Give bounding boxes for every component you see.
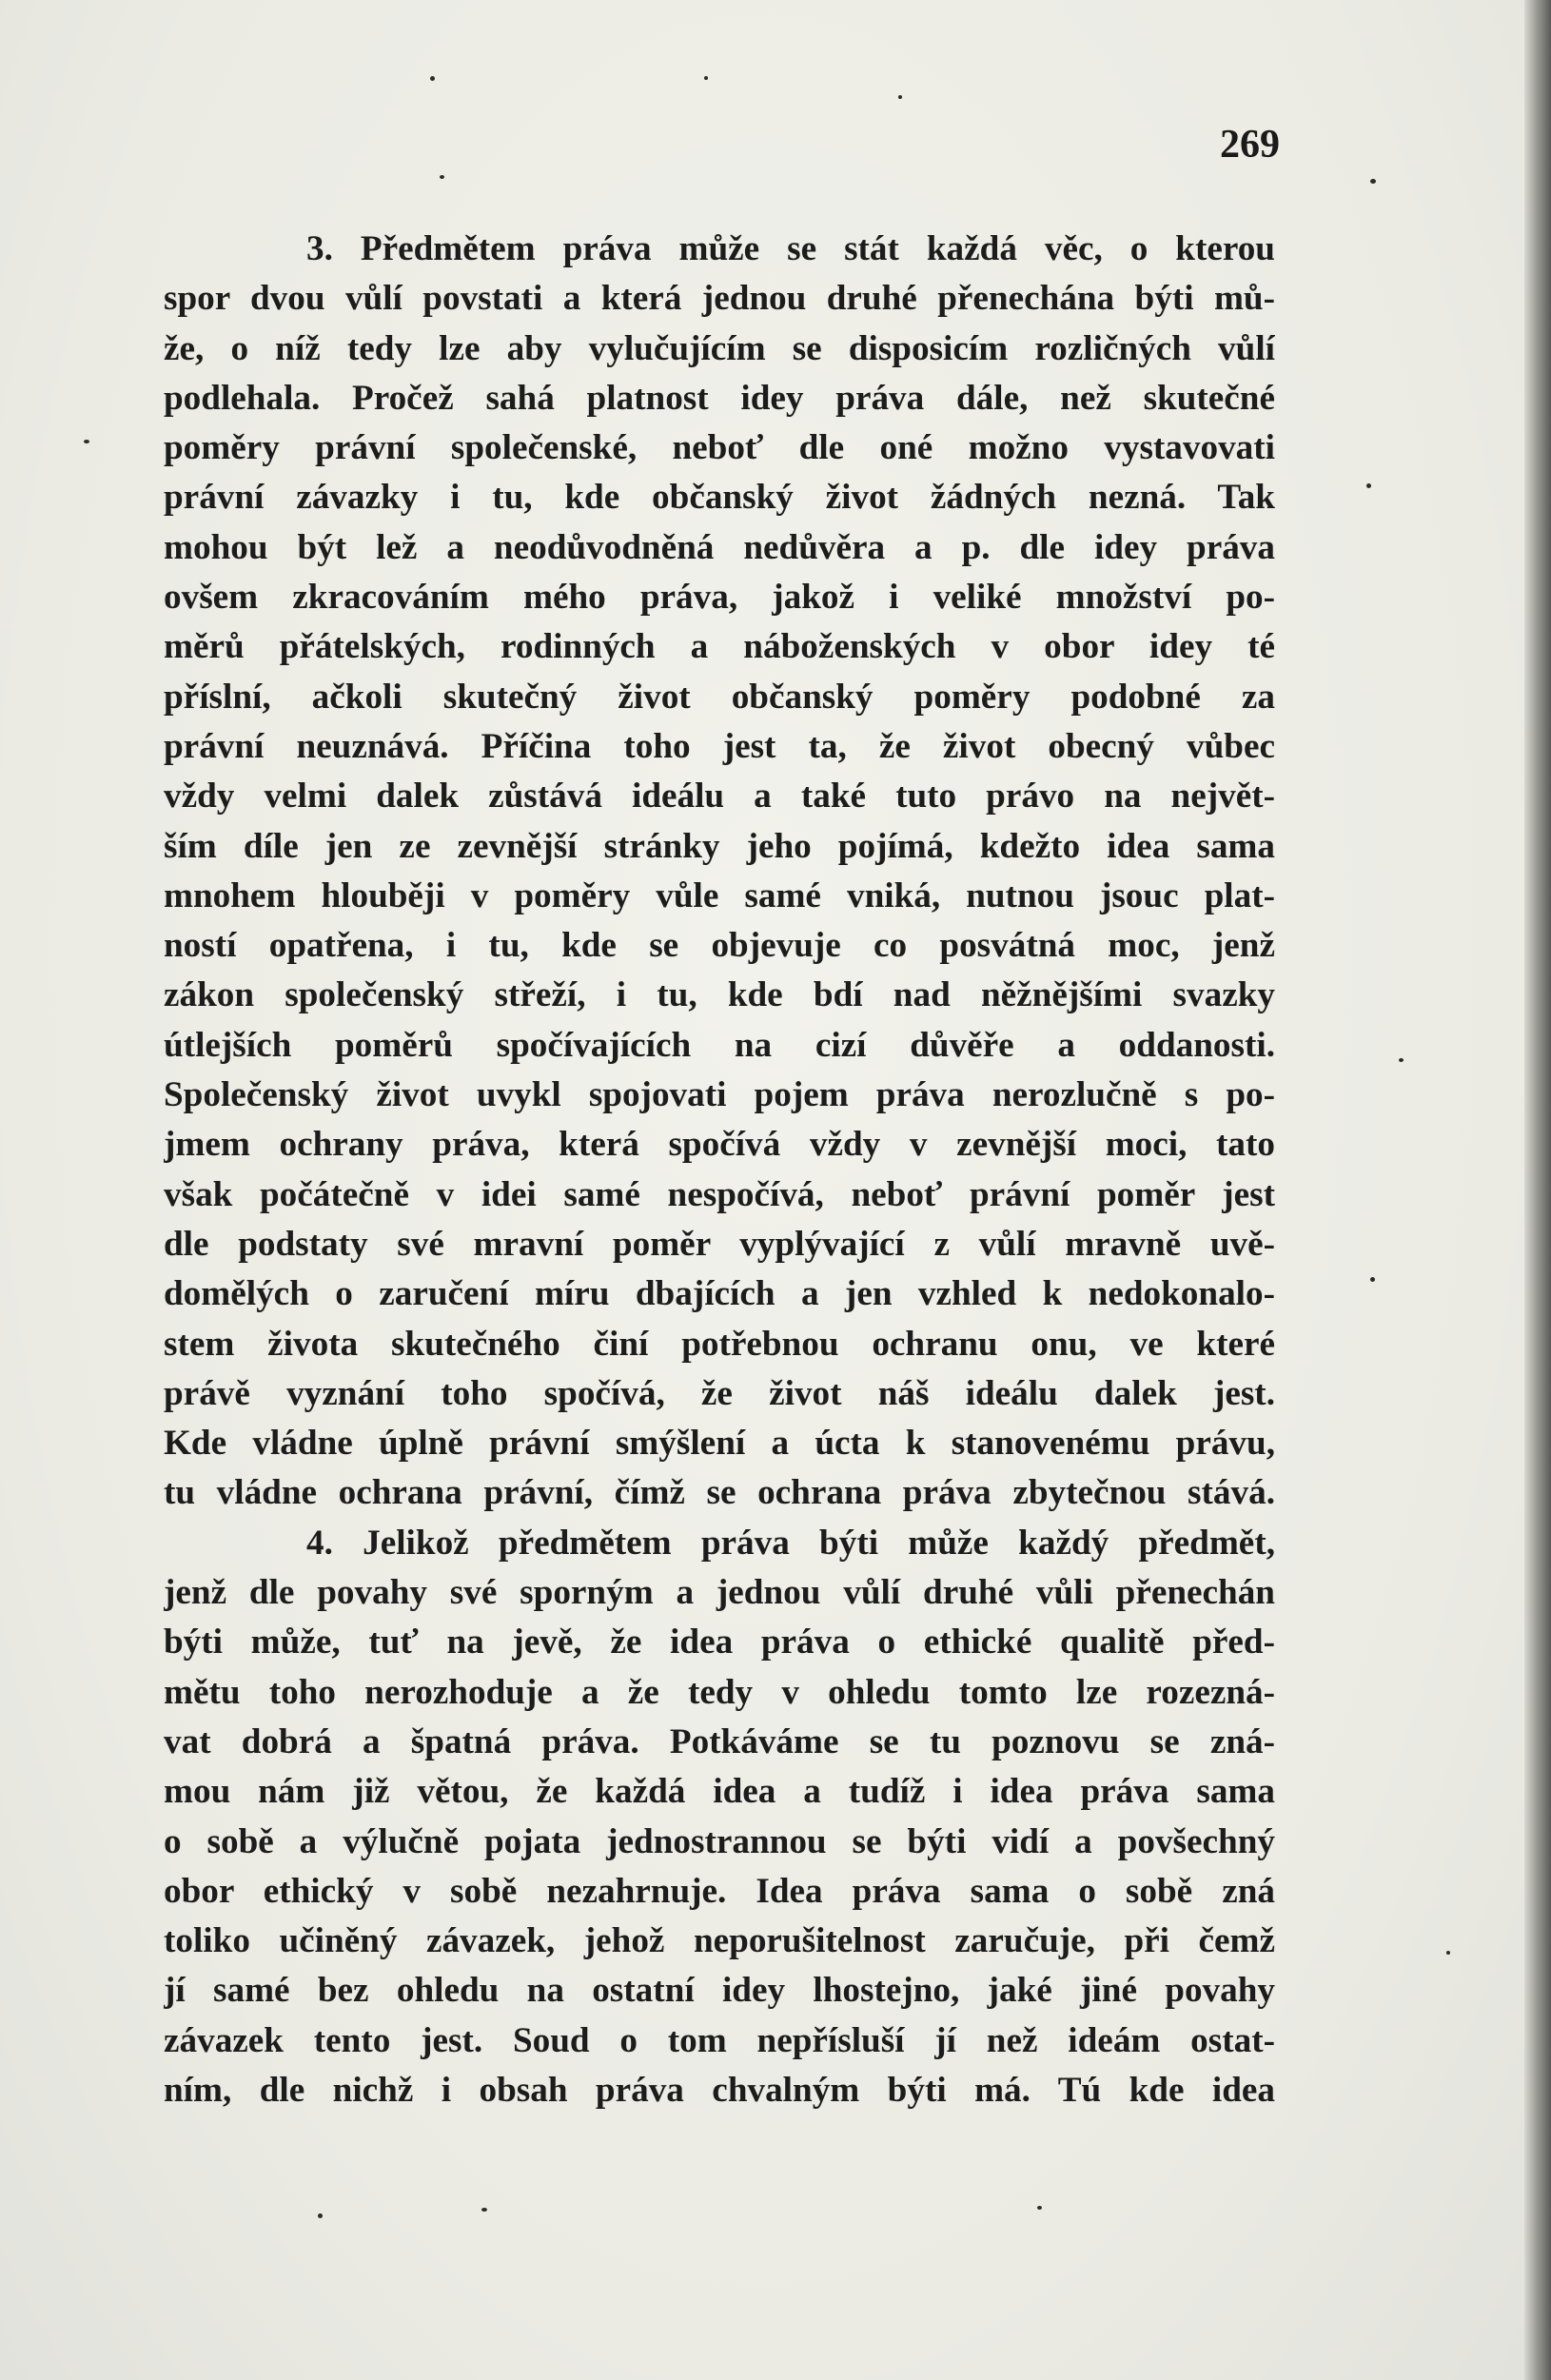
text-line: tu vládne ochrana právní, čímž se ochrana práva zbytečnou stává.: [164, 1473, 1275, 1513]
text-line: měrů přátelských, rodinných a náboženských v obor idey té: [164, 627, 1275, 667]
text-line: ším díle jen ze zevnější stránky jeho pojímá, kdežto idea sama: [164, 826, 1275, 866]
scan-speck: [481, 2208, 487, 2212]
page-edge-shadow: [1524, 0, 1551, 2380]
scan-speck: [84, 440, 89, 443]
text-line: 4. Jelikož předmětem práva býti může každý předmět,: [306, 1523, 1275, 1563]
text-line: jmem ochrany práva, která spočívá vždy v zevnější moci, tato: [164, 1125, 1275, 1165]
text-line: 3. Předmětem práva může se stát každá věc, o kterou: [306, 229, 1275, 268]
text-line: právní závazky i tu, kde občanský život žádných nezná. Tak: [164, 478, 1275, 518]
text-line: jenž dle povahy své sporným a jednou vůlí druhé vůli přenechán: [164, 1573, 1275, 1613]
text-line: zákon společenský střeží, i tu, kde bdí nad něžnějšími svazky: [164, 975, 1275, 1015]
text-line: ovšem zkracováním mého práva, jakož i veliké množství po-: [164, 578, 1275, 618]
text-line: že, o níž tedy lze aby vylučujícím se disposicím rozličných vůlí: [164, 328, 1275, 368]
text-line: jí samé bez ohledu na ostatní idey lhostejno, jaké jiné povahy: [164, 1971, 1275, 2011]
text-line: vždy velmi dalek zůstává ideálu a také tuto právo na největ-: [164, 777, 1275, 816]
text-line: mětu toho nerozhoduje a že tedy v ohledu tomto lze rozezná-: [164, 1672, 1275, 1712]
text-line: mnohem hlouběji v poměry vůle samé vniká, nutnou jsouc plat-: [164, 875, 1275, 915]
text-line: útlejších poměrů spočívajících na cizí důvěře a oddanosti.: [164, 1025, 1275, 1065]
text-line: poměry právní společenské, neboť dle oné možno vystavovati: [164, 428, 1275, 468]
scan-speck: [1370, 179, 1376, 184]
text-line: spor dvou vůlí povstati a která jednou druhé přenechána býti mů-: [164, 279, 1275, 319]
scan-speck: [898, 95, 902, 99]
text-line: toliko učiněný závazek, jehož neporušitelnost zaručuje, při čemž: [164, 1921, 1275, 1961]
scan-speck: [1446, 1951, 1450, 1955]
text-line: mou nám již větou, že každá idea a tudíž i idea práva sama: [164, 1772, 1275, 1812]
text-line: však počátečně v idei samé nespočívá, neboť právní poměr jest: [164, 1174, 1275, 1214]
text-line: právě vyznání toho spočívá, že život náš ideálu dalek jest.: [164, 1373, 1275, 1413]
scan-speck: [704, 76, 708, 80]
text-line: závazek tento jest. Soud o tom nepřísluší jí než ideám ostat-: [164, 2020, 1275, 2060]
text-line: právní neuznává. Příčina toho jest ta, že život obecný vůbec: [164, 726, 1275, 766]
scan-speck: [1037, 2206, 1042, 2210]
text-line: o sobě a výlučně pojata jednostrannou se býti vidí a povšechný: [164, 1821, 1275, 1861]
body-text: [164, 225, 1275, 2115]
text-line: Kde vládne úplně právní smýšlení a úcta k stanovenému právu,: [164, 1424, 1275, 1464]
text-line: Společenský život uvykl spojovati pojem práva nerozlučně s po-: [164, 1075, 1275, 1115]
text-line: obor ethický v sobě nezahrnuje. Idea práva sama o sobě zná: [164, 1871, 1275, 1911]
text-line: ností opatřena, i tu, kde se objevuje co posvátná moc, jenž: [164, 926, 1275, 966]
scan-speck: [1366, 483, 1371, 488]
text-line: býti může, tuť na jevě, že idea práva o ethické qualitě před-: [164, 1623, 1275, 1662]
text-line: dle podstaty své mravní poměr vyplývající z vůlí mravně uvě-: [164, 1224, 1275, 1264]
page-number: 269: [1220, 123, 1280, 167]
text-line: podlehala. Pročež sahá platnost idey práva dále, než skutečné: [164, 378, 1275, 418]
scan-speck: [430, 76, 435, 81]
scan-speck: [1370, 1277, 1375, 1282]
text-line: ním, dle nichž i obsah práva chvalným býti má. Tú kde idea: [164, 2070, 1275, 2110]
scan-speck: [440, 175, 444, 179]
text-line: příslní, ačkoli skutečný život občanský poměry podobné za: [164, 677, 1275, 717]
text-line: stem života skutečného činí potřebnou ochranu onu, ve které: [164, 1324, 1275, 1364]
text-line: domělých o zaručení míru dbajících a jen vzhled k nedokonalo-: [164, 1274, 1275, 1314]
text-line: vat dobrá a špatná práva. Potkáváme se tu poznovu se zná-: [164, 1721, 1275, 1761]
scan-speck: [318, 2213, 323, 2218]
text-line: mohou být lež a neodůvodněná nedůvěra a p. dle idey práva: [164, 527, 1275, 567]
scan-speck: [1399, 1058, 1404, 1062]
